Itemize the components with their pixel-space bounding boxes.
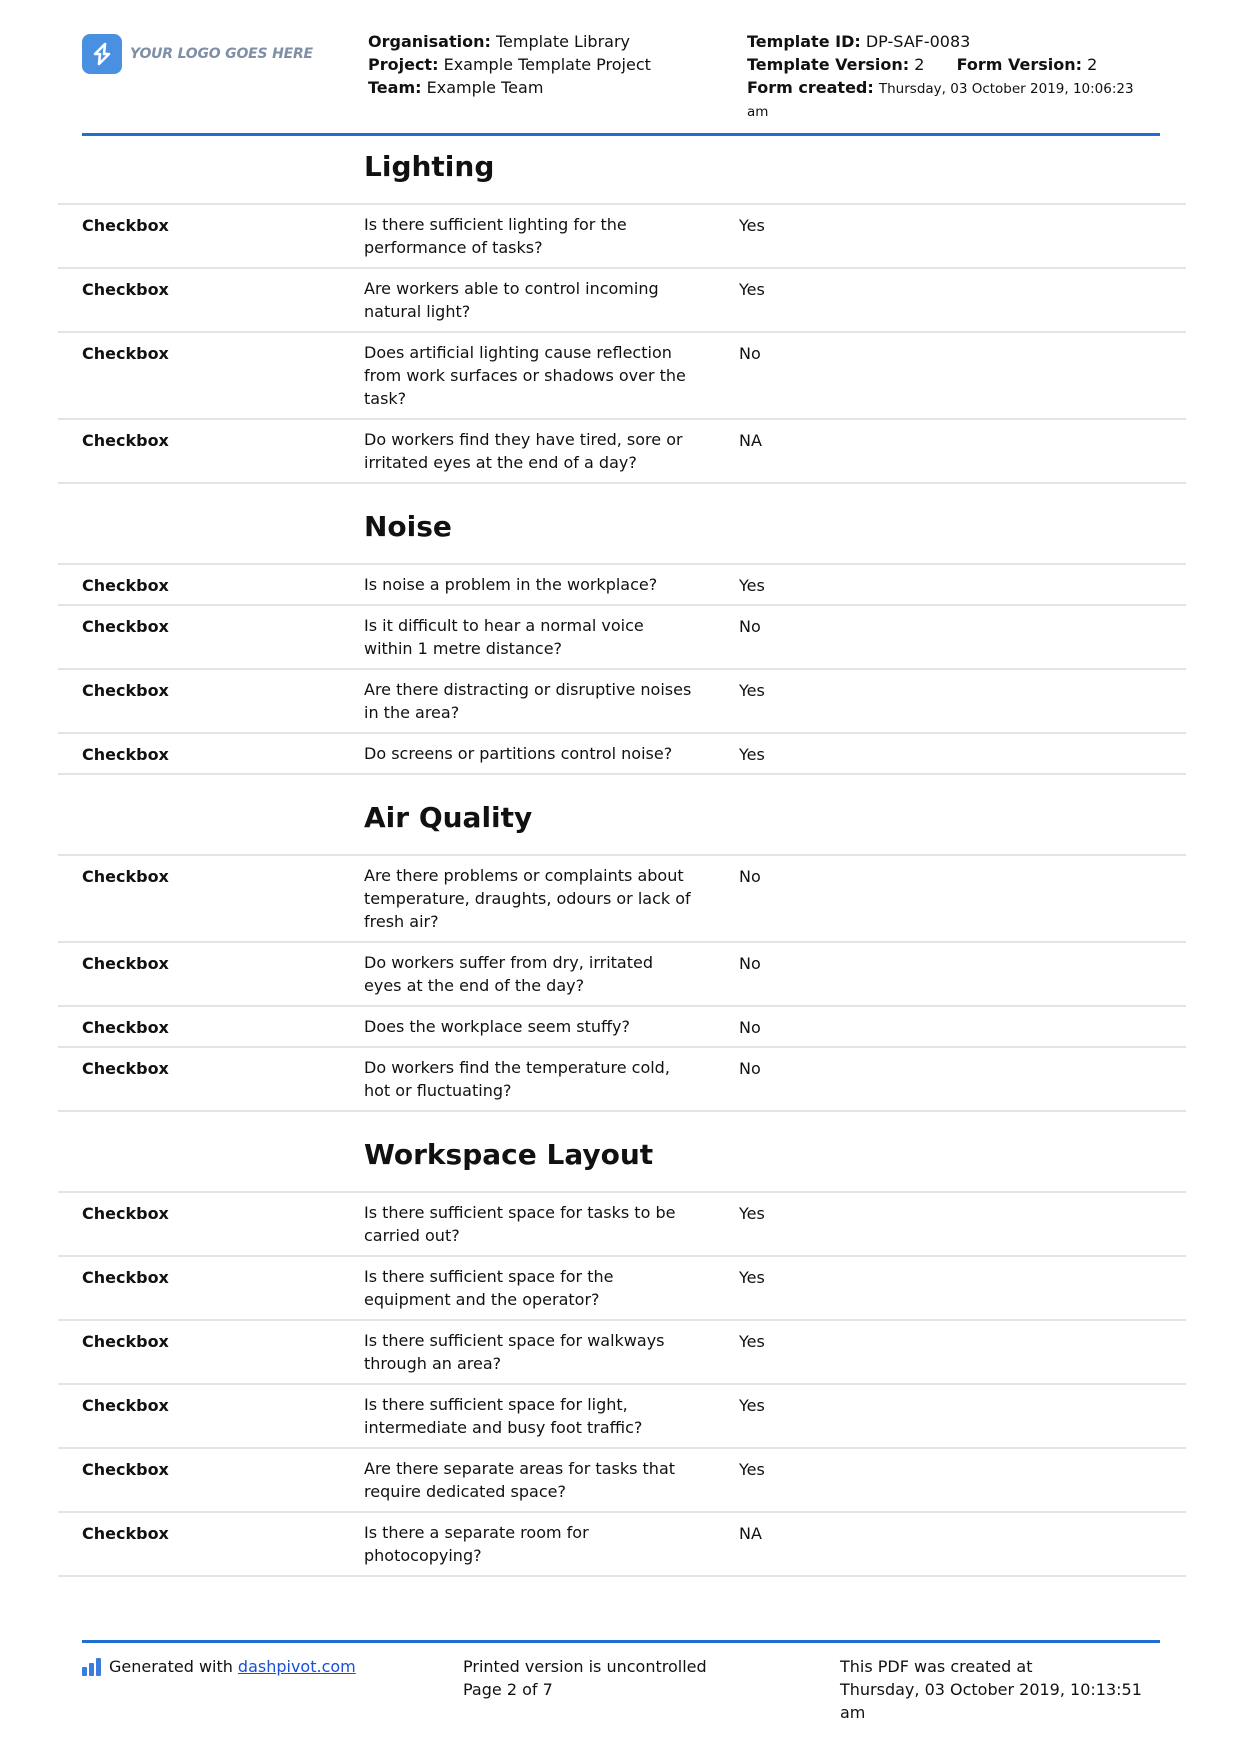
template-version-label: Template Version: — [747, 55, 910, 74]
team-label: Team: — [368, 78, 422, 97]
table-row — [58, 331, 1186, 418]
question-text: Is there sufficient lighting for the performance of tasks? — [364, 215, 627, 257]
question-text: Do workers find they have tired, sore or irritated eyes at the end of a day? — [364, 430, 683, 472]
question-text: Are there distracting or disruptive noises in the area? — [364, 680, 692, 722]
table-row — [58, 1255, 1186, 1319]
field-type-label: Checkbox — [82, 1396, 169, 1415]
footer-pdf-created — [840, 1655, 1142, 1724]
table-row — [58, 1191, 1186, 1255]
form-created-value-cont: am — [747, 104, 769, 120]
section-rows — [58, 203, 1186, 484]
field-type-label: Checkbox — [82, 1018, 169, 1037]
answer-value: Yes — [739, 576, 765, 595]
question-text: Is there sufficient space for walkways through an area? — [364, 1331, 665, 1373]
field-type-label: Checkbox — [82, 1332, 169, 1351]
dashpivot-link[interactable]: dashpivot.com — [237, 1657, 356, 1676]
project-value: Example Template Project — [443, 55, 651, 74]
question-text: Does the workplace seem stuffy? — [364, 1017, 630, 1036]
uncontrolled-note: Printed version is uncontrolled — [463, 1657, 707, 1676]
question-text: Is there sufficient space for light, intermediate and busy foot traffic? — [364, 1395, 643, 1437]
field-type-label: Checkbox — [82, 1268, 169, 1287]
generated-text: Generated with — [109, 1657, 233, 1676]
table-row — [58, 267, 1186, 331]
answer-value: Yes — [739, 1204, 765, 1223]
field-type-label: Checkbox — [82, 867, 169, 886]
table-row — [58, 203, 1186, 267]
question-text: Is there sufficient space for tasks to be carried out? — [364, 1203, 676, 1245]
footer-generated — [82, 1655, 356, 1678]
section-rows — [58, 854, 1186, 1112]
field-type-label: Checkbox — [82, 617, 169, 636]
question-text: Are there separate areas for tasks that require dedicated space? — [364, 1459, 676, 1501]
answer-value: Yes — [739, 1332, 765, 1351]
footer-print-info — [463, 1655, 707, 1701]
field-type-label: Checkbox — [82, 745, 169, 764]
answer-value: Yes — [739, 216, 765, 235]
project-label: Project: — [368, 55, 439, 74]
field-type-label: Checkbox — [82, 1204, 169, 1223]
pdf-created-line2: Thursday, 03 October 2019, 10:13:51 — [840, 1680, 1142, 1699]
question-text: Do workers find the temperature cold, hot or fluctuating? — [364, 1058, 670, 1100]
team-value: Example Team — [426, 78, 544, 97]
section-title: Air Quality — [364, 801, 533, 834]
organisation-label: Organisation: — [368, 32, 491, 51]
table-row — [58, 1005, 1186, 1046]
answer-value: No — [739, 1059, 761, 1078]
field-type-label: Checkbox — [82, 431, 169, 450]
answer-value: No — [739, 617, 761, 636]
answer-value: No — [739, 954, 761, 973]
table-row — [58, 563, 1186, 604]
logo-text: YOUR LOGO GOES HERE — [130, 46, 313, 62]
header-divider — [82, 133, 1160, 136]
field-type-label: Checkbox — [82, 954, 169, 973]
table-row — [58, 1511, 1186, 1577]
form-version-value: 2 — [1087, 55, 1098, 74]
form-created-value: Thursday, 03 October 2019, 10:06:23 — [878, 81, 1134, 97]
table-row — [58, 1447, 1186, 1511]
answer-value: No — [739, 344, 761, 363]
answer-value: Yes — [739, 745, 765, 764]
table-row — [58, 1319, 1186, 1383]
company-logo — [82, 34, 313, 74]
answer-value: Yes — [739, 1460, 765, 1479]
footer-divider — [82, 1640, 1160, 1643]
field-type-label: Checkbox — [82, 1460, 169, 1479]
question-text: Does artificial lighting cause reflection from work surfaces or shadows over the task? — [364, 343, 686, 408]
question-text: Is it difficult to hear a normal voice within 1 metre distance? — [364, 616, 644, 658]
section-title: Lighting — [364, 150, 495, 183]
table-row — [58, 1046, 1186, 1112]
table-row — [58, 941, 1186, 1005]
page-header — [82, 28, 1160, 136]
table-row — [58, 1383, 1186, 1447]
answer-value: Yes — [739, 280, 765, 299]
answer-value: Yes — [739, 1268, 765, 1287]
answer-value: No — [739, 1018, 761, 1037]
form-version-label: Form Version: — [956, 55, 1083, 74]
field-type-label: Checkbox — [82, 344, 169, 363]
field-type-label: Checkbox — [82, 1059, 169, 1078]
answer-value: Yes — [739, 1396, 765, 1415]
field-type-label: Checkbox — [82, 681, 169, 700]
question-text: Do screens or partitions control noise? — [364, 744, 673, 763]
table-row — [58, 668, 1186, 732]
form-created-label: Form created: — [747, 78, 874, 97]
template-version-value: 2 — [914, 55, 925, 74]
table-row — [58, 604, 1186, 668]
pdf-created-line1: This PDF was created at — [840, 1657, 1033, 1676]
section-rows — [58, 563, 1186, 775]
field-type-label: Checkbox — [82, 576, 169, 595]
field-type-label: Checkbox — [82, 280, 169, 299]
template-id-value: DP-SAF-0083 — [865, 32, 971, 51]
dashpivot-logo-icon — [82, 1658, 101, 1676]
logo-icon — [82, 34, 122, 74]
section-title: Workspace Layout — [364, 1138, 654, 1171]
question-text: Is there sufficient space for the equipment and the operator? — [364, 1267, 614, 1309]
table-row — [58, 732, 1186, 775]
question-text: Is noise a problem in the workplace? — [364, 575, 658, 594]
header-template-info — [747, 30, 1134, 124]
page-number: Page 2 of 7 — [463, 1680, 553, 1699]
question-text: Are there problems or complaints about temperature, draughts, odours or lack of fresh air? — [364, 866, 691, 931]
section-title: Noise — [364, 510, 452, 543]
question-text: Do workers suffer from dry, irritated eyes at the end of the day? — [364, 953, 654, 995]
pdf-created-line3: am — [840, 1703, 866, 1722]
template-id-label: Template ID: — [747, 32, 861, 51]
question-text: Are workers able to control incoming natural light? — [364, 279, 659, 321]
checklist-content — [58, 140, 1186, 1577]
header-project-info — [368, 30, 651, 99]
table-row — [58, 418, 1186, 484]
answer-value: No — [739, 867, 761, 886]
field-type-label: Checkbox — [82, 1524, 169, 1543]
answer-value: NA — [739, 431, 762, 450]
field-type-label: Checkbox — [82, 216, 169, 235]
section-rows — [58, 1191, 1186, 1577]
answer-value: Yes — [739, 681, 765, 700]
question-text: Is there a separate room for photocopying? — [364, 1523, 589, 1565]
answer-value: NA — [739, 1524, 762, 1543]
table-row — [58, 854, 1186, 941]
organisation-value: Template Library — [495, 32, 630, 51]
